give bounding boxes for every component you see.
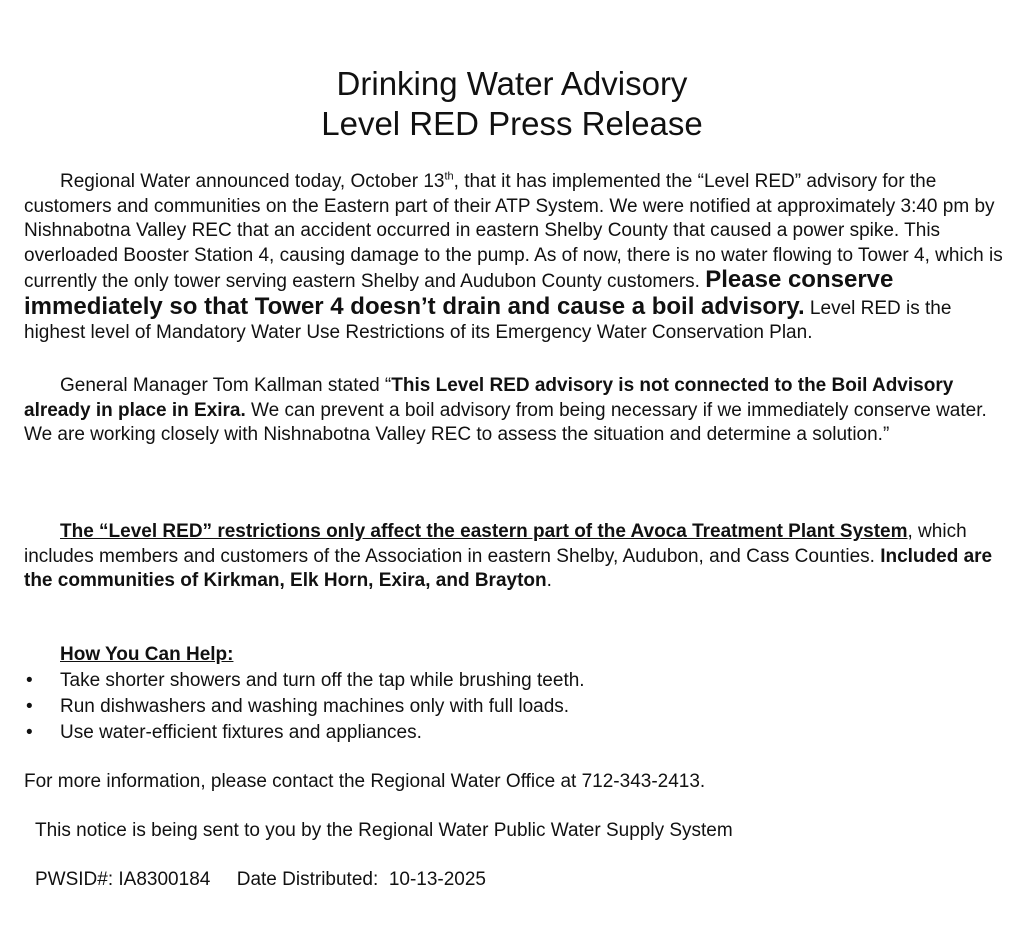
bullet-icon: • bbox=[26, 722, 33, 743]
restrictions-text-b: . bbox=[546, 570, 552, 591]
list-item bbox=[24, 694, 1004, 720]
date-distributed-label: Date Distributed: bbox=[236, 869, 379, 890]
footer-line bbox=[35, 868, 486, 892]
announcement-text-c: Level RED is the highest level of Mandatory Water Use Restrictions of its Emergency Water Conservation Plan. bbox=[24, 297, 952, 343]
list-item bbox=[24, 720, 1004, 746]
pwsid-value: IA8300184 bbox=[118, 869, 211, 890]
announcement-text-a: Regional Water announced today, October 13 bbox=[60, 171, 445, 192]
help-item-text: Run dishwashers and washing machines only with full loads. bbox=[60, 696, 570, 717]
title-line-2: Level RED Press Release bbox=[321, 105, 703, 142]
quote-text-b: We can prevent a boil advisory from being necessary if we immediately conserve water. We are working closely with Nishnabotna Valley REC to assess the situation and determine a solution.” bbox=[24, 399, 987, 445]
contact-line: For more information, please contact the Regional Water Office at 712-343-2413. bbox=[24, 771, 706, 792]
quote-text-a: General Manager Tom Kallman stated “ bbox=[60, 375, 392, 396]
conserve-emphasis: Please conserve immediately so that Tower 4 doesn’t drain and cause a boil advisory. bbox=[24, 266, 894, 320]
boil-advisory-statement: This Level RED advisory is not connected to the Boil Advisory already in place in Exira. bbox=[24, 375, 954, 421]
announcement-paragraph bbox=[24, 170, 1014, 346]
how-you-can-help-section bbox=[24, 642, 1004, 746]
announcement-text-b: , that it has implemented the “Level RED” advisory for the customers and communities on the Eastern part of their ATP System. We were notified at approximately 3:40 pm by Nishnabotna Valley REC that an accident occurred in eastern Shelby County that caused a power spike. This overloaded Booster Station 4, causing damage to the pump. As of now, there is no water flowing to Tower 4, which is currently the only tower serving eastern Shelby and Audubon County customers. bbox=[24, 171, 1003, 292]
date-distributed-value: 10-13-2025 bbox=[388, 869, 487, 890]
notice-line: This notice is being sent to you by the Regional Water Public Water Supply System bbox=[35, 820, 733, 841]
bullet-icon: • bbox=[26, 670, 33, 691]
affected-communities: Included are the communities of Kirkman, Elk Horn, Exira, and Brayton bbox=[24, 545, 993, 591]
list-item bbox=[24, 668, 1004, 694]
restrictions-paragraph bbox=[24, 520, 1014, 594]
help-heading: How You Can Help: bbox=[60, 644, 234, 665]
document-title bbox=[0, 64, 1024, 144]
date-ordinal-suffix: th bbox=[444, 170, 454, 183]
restrictions-heading: The “Level RED” restrictions only affect the eastern part of the Avoca Treatment Plant System bbox=[60, 521, 908, 542]
help-item-text: Take shorter showers and turn off the tap while brushing teeth. bbox=[60, 670, 585, 691]
bullet-icon: • bbox=[26, 696, 33, 717]
manager-quote-paragraph bbox=[24, 374, 1014, 448]
help-list bbox=[24, 668, 1004, 746]
help-item-text: Use water-efficient fixtures and appliances. bbox=[60, 722, 422, 743]
pwsid-label: PWSID#: bbox=[35, 869, 114, 890]
restrictions-text-a: , which includes members and customers of the Association in eastern Shelby, Audubon, and Cass Counties. bbox=[24, 521, 967, 567]
title-line-1: Drinking Water Advisory bbox=[336, 65, 688, 102]
